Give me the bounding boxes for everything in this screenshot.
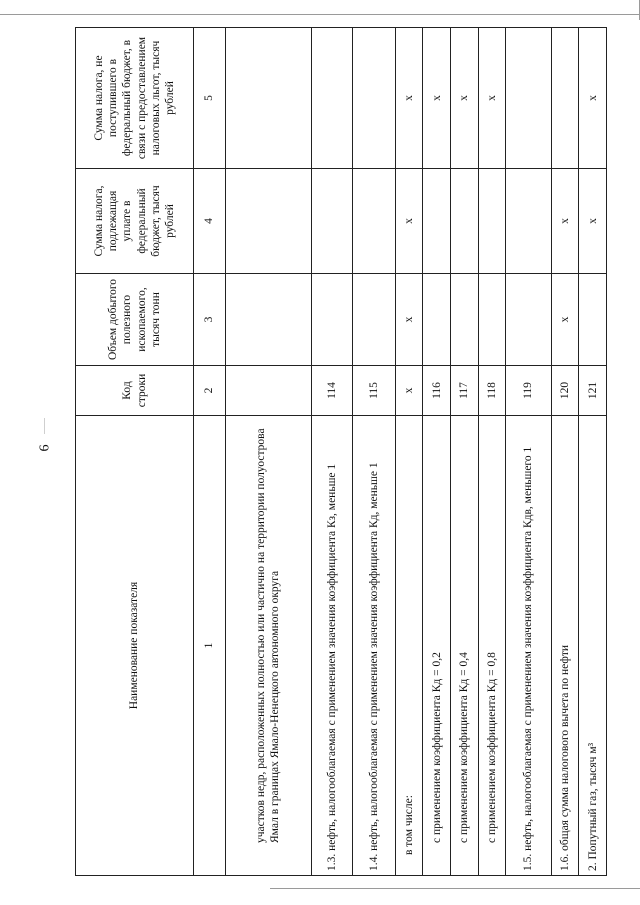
row-code: 118 [478,366,506,416]
header-number-1: 1 [194,416,226,876]
row-code: 119 [506,366,552,416]
row-code: 120 [551,366,579,416]
row-name: 1.4. нефть, налогооблагаемая с применением значения коэффициента Кд, меньше 1 [353,416,395,876]
row-code: 121 [579,366,607,416]
row-name: 1.3. нефть, налогооблагаемая с применением значения коэффициента Кз, меньше 1 [311,416,352,876]
row-volume [450,274,478,366]
row-relief: х [395,28,423,169]
row-tax [478,169,506,274]
page-number: 6 [37,444,53,452]
header-tax-payable: Сумма налога, подлежащая уплате в федеральный бюджет, тысяч рублей [76,169,194,274]
table-row [226,28,312,876]
row-relief: х [450,28,478,169]
header-number-2: 2 [194,366,226,416]
table-row [478,28,506,876]
row-name: 2. Попутный газ, тысяч м³ [579,416,607,876]
row-name: с применением коэффициента Кд = 0,2 [423,416,451,876]
row-volume [226,274,312,366]
scan-edge-bottom [270,888,640,889]
row-code [226,366,312,416]
row-volume: х [395,274,423,366]
header-number-3: 3 [194,274,226,366]
row-tax [226,169,312,274]
row-name: в том числе: [395,416,423,876]
row-tax [506,169,552,274]
row-name: 1.6. общая сумма налогового вычета по нефти [551,416,579,876]
row-code: 115 [353,366,395,416]
row-tax [353,169,395,274]
row-volume [579,274,607,366]
row-name: участков недр, расположенных полностью или частично на территории полуострова Ямал в границах Ямало-Ненецкого автономного округа [226,416,312,876]
row-tax: х [395,169,423,274]
table-row [506,28,552,876]
row-code: 114 [311,366,352,416]
row-tax: х [551,169,579,274]
table-row [579,28,607,876]
row-tax: х [579,169,607,274]
table-row [395,28,423,876]
scan-mark [44,418,45,434]
header-indicator-name: Наименование показателя [76,416,194,876]
row-code: 116 [423,366,451,416]
row-relief [311,28,352,169]
row-relief: х [478,28,506,169]
rotated-table-frame [75,28,607,876]
header-number-5: 5 [194,28,226,169]
table-row [450,28,478,876]
table-row [311,28,352,876]
row-volume [311,274,352,366]
table-number-row [194,28,226,876]
row-relief: х [423,28,451,169]
row-relief [506,28,552,169]
row-volume [478,274,506,366]
header-tax-relief: Сумма налога, не поступившего в федеральный бюджет, в связи с предоставлением налоговых льгот, тысяч рублей [76,28,194,169]
row-relief [353,28,395,169]
row-volume [423,274,451,366]
row-tax [311,169,352,274]
header-row-code: Код строки [76,366,194,416]
row-relief [226,28,312,169]
table-header-row [76,28,194,876]
row-name: 1.5. нефть, налогооблагаемая с применением значения коэффициента Кдв, меньшего 1 [506,416,552,876]
row-relief: х [579,28,607,169]
row-code: 117 [450,366,478,416]
row-relief [551,28,579,169]
row-tax [450,169,478,274]
tax-report-table [75,27,607,876]
row-volume [353,274,395,366]
row-volume [506,274,552,366]
row-tax [423,169,451,274]
row-name: с применением коэффициента Кд = 0,8 [478,416,506,876]
header-number-4: 4 [194,169,226,274]
row-volume: х [551,274,579,366]
row-code: х [395,366,423,416]
table-row [423,28,451,876]
row-name: с применением коэффициента Кд = 0,4 [450,416,478,876]
table-row [551,28,579,876]
scan-edge-top [0,14,640,15]
table-row [353,28,395,876]
header-volume: Объем добытого полезного ископаемого, тысяч тонн [76,274,194,366]
